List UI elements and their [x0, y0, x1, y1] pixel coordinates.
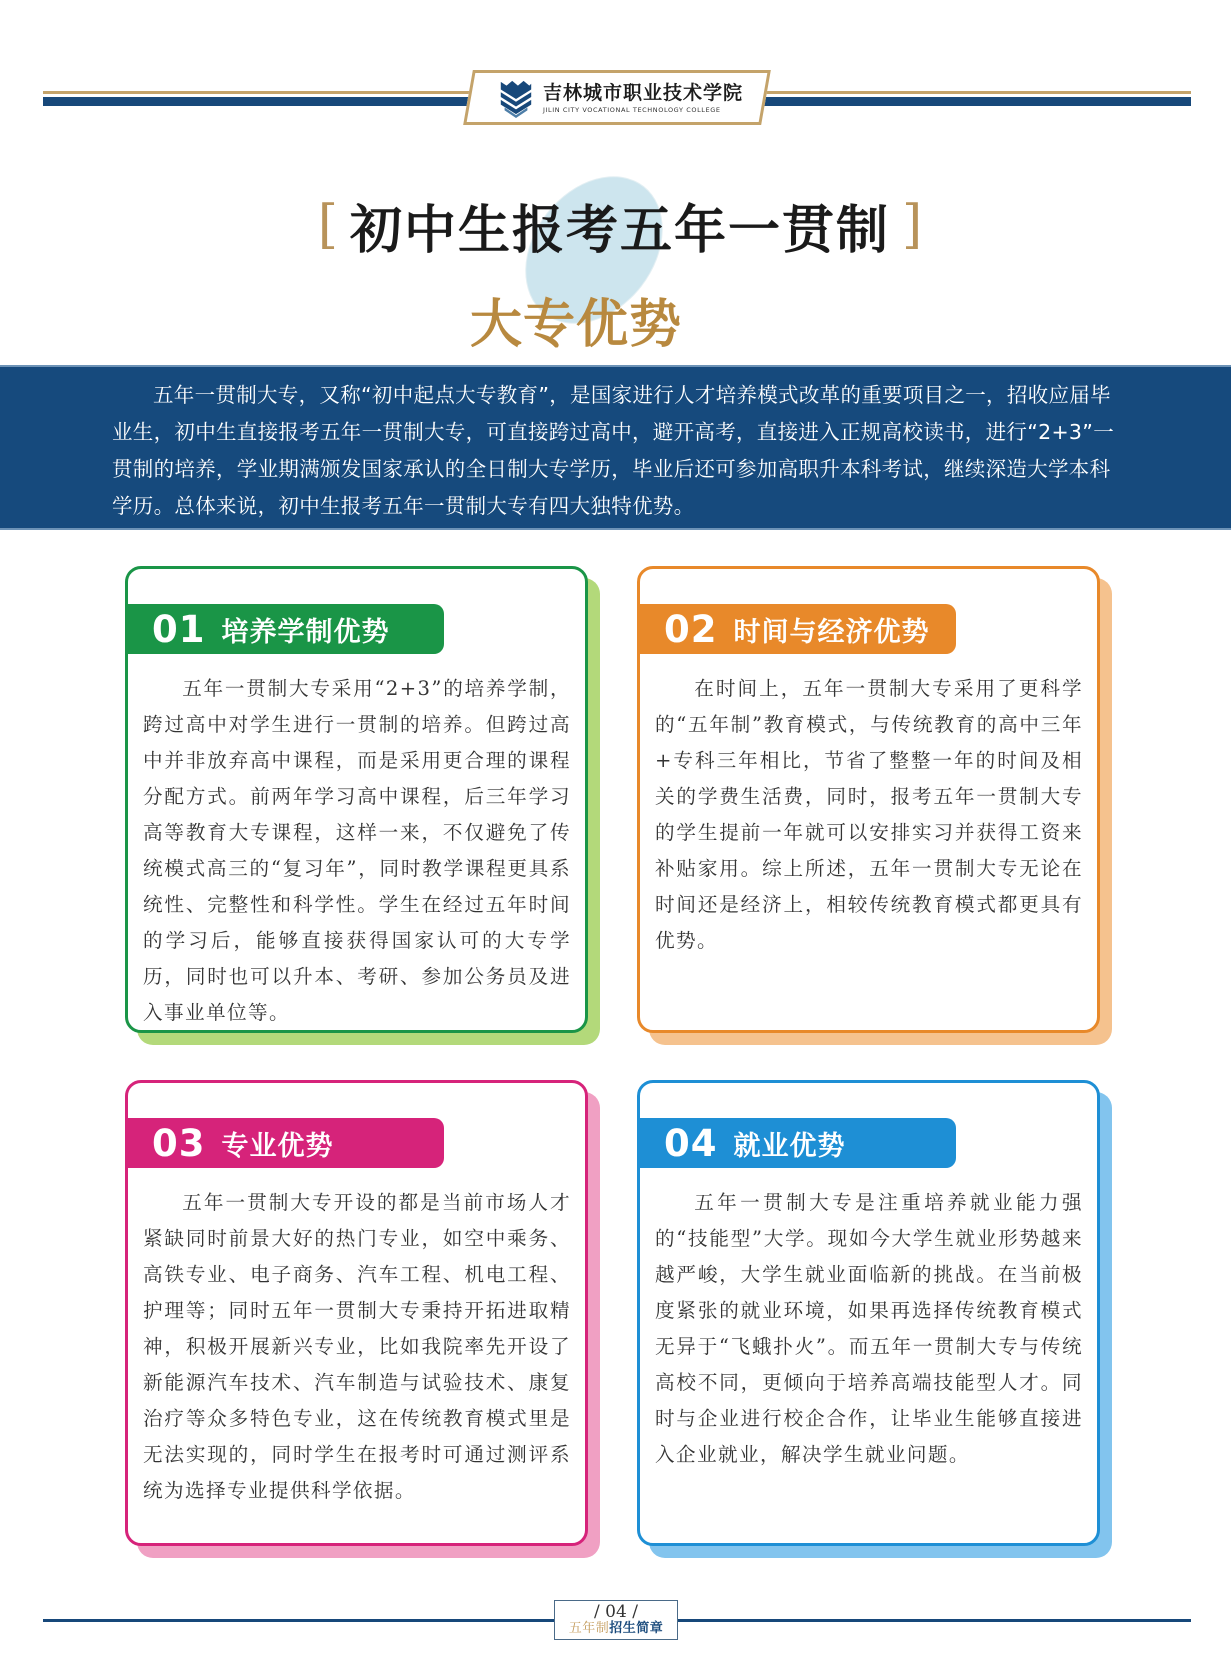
card-header-4 [637, 1118, 956, 1168]
college-logo [497, 74, 747, 122]
footer-page-box [554, 1600, 678, 1640]
advantage-card-3 [125, 1080, 588, 1546]
card-body: 五年一贯制大专是注重培养就业能力强的“技能型”大学。现如今大学生就业形势越来越严峻，大学生就业面临新的挑战。在当前极度紧张的就业环境，如果再选择传统教育模式无异于“飞蛾扑火”。而五年一贯制大专与传统高校不同，更倾向于培养高端技能型人才。同时与企业进行校企合作，让毕业生能够直接进入企业就业，解决学生就业问题。 [655, 1191, 1083, 1466]
intro-banner [0, 365, 1231, 530]
page-number: / 04 / [594, 1602, 638, 1622]
stacked-chevron-shield-icon [497, 78, 535, 118]
card-body: 在时间上，五年一贯制大专采用了更科学的“五年制”教育模式，与传统教育的高中三年+专科三年相比，节省了整整一年的时间及相关的学费生活费，同时，报考五年一贯制大专的学生提前一年就可以安排实习并获得工资来补贴家用。综上所述，五年一贯制大专无论在时间还是经济上，相较传统教育模式都更具有优势。 [655, 677, 1083, 952]
card-number: 04 [664, 1121, 718, 1165]
brochure-label-navy: 招生简章 [609, 1621, 664, 1636]
card-title: 就业优势 [733, 1130, 846, 1162]
intro-text: 五年一贯制大专，又称“初中起点大专教育”，是国家进行人才培养模式改革的重要项目之一，招收应届毕业生，初中生直接报考五年一贯制大专，可直接跨过高中，避开高考，直接进入正规高校读书，进行“2+3”一贯制的培养，学业期满颁发国家承认的全日制大专学历，毕业后还可参加高职升本科考试，继续深造大学本科学历。总体来说，初中生报考五年一贯制大专有四大独特优势。 [112, 383, 1114, 518]
page-title [300, 190, 940, 260]
card-title: 培养学制优势 [221, 616, 390, 648]
advantage-card-2 [637, 566, 1100, 1033]
advantage-card-4 [637, 1080, 1100, 1546]
main-title: 初中生报考五年一贯制 [349, 199, 890, 261]
college-name-cn: 吉林城市职业技术学院 [543, 82, 744, 104]
advantage-card-1 [125, 566, 588, 1033]
college-name-en: JILIN CITY VOCATIONAL TECHNOLOGY COLLEGE [543, 106, 721, 114]
card-body: 五年一贯制大专采用“2+3”的培养学制，跨过高中对学生进行一贯制的培养。但跨过高中并非放弃高中课程，而是采用更合理的课程分配方式。前两年学习高中课程，后三年学习高等教育大专课程，这样一来，不仅避免了传统模式高三的“复习年”，同时教学课程更具系统性、完整性和科学性。学生在经过五年时间的学习后，能够直接获得国家认可的大专学历，同时也可以升本、考研、参加公务员及进入事业单位等。 [143, 677, 571, 1024]
brochure-label-gold: 五年制 [568, 1621, 610, 1636]
card-header-3 [125, 1118, 444, 1168]
card-header-2 [637, 604, 956, 654]
card-title: 专业优势 [221, 1130, 334, 1162]
card-body: 五年一贯制大专开设的都是当前市场人才紧缺同时前景大好的热门专业，如空中乘务、高铁专业、电子商务、汽车工程、机电工程、护理等；同时五年一贯制大专秉持开拓进取精神，积极开展新兴专业，比如我院率先开设了新能源汽车技术、汽车制造与试验技术、康复治疗等众多特色专业，这在传统教育模式里是无法实现的，同时学生在报考时可通过测评系统为选择专业提供科学依据。 [143, 1191, 571, 1502]
card-number: 01 [152, 607, 206, 651]
brochure-label [569, 1621, 664, 1637]
card-number: 02 [664, 607, 718, 651]
card-number: 03 [152, 1121, 206, 1165]
sub-title: 大专优势 [470, 294, 683, 355]
title-bracket-left: [ [317, 195, 338, 255]
title-bracket-right: ] [902, 195, 923, 255]
card-header-1 [125, 604, 444, 654]
card-title: 时间与经济优势 [733, 616, 930, 648]
